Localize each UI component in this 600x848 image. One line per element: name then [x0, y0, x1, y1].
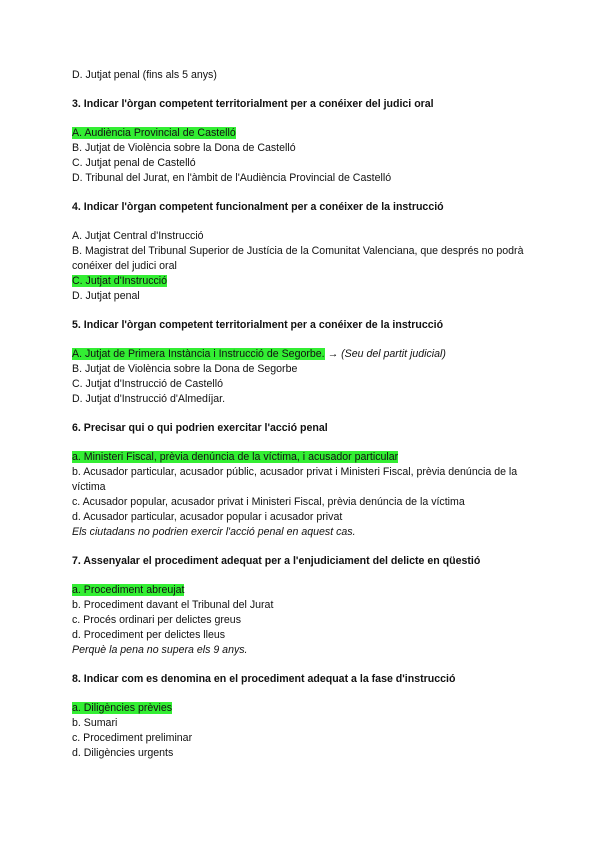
correct-answer-option: C. Jutjat d'Instrucció: [72, 275, 168, 287]
correct-answer-option: a. Ministeri Fiscal, prèvia denúncia de la víctima, i acusador particular: [72, 451, 399, 463]
question-title: 4. Indicar l'òrgan competent funcionalment per a conéixer de la instrucció: [72, 201, 444, 213]
option-text: b. Acusador particular, acusador públic, acusador privat i Ministeri Fiscal, prèvia denúncia de la víctima: [72, 466, 518, 493]
option-text: A. Jutjat Central d'Instrucció: [72, 230, 204, 242]
question-title: 5. Indicar l'òrgan competent territorialment per a conéixer de la instrucció: [72, 319, 444, 331]
correct-answer-option: A. Audiència Provincial de Castelló: [72, 127, 236, 139]
option-text: B. Jutjat de Violència sobre la Dona de Castelló: [72, 142, 296, 154]
option-text: C. Jutjat penal de Castelló: [72, 157, 196, 169]
option-text: D. Jutjat penal (fins als 5 anys): [72, 69, 217, 81]
option-text: c. Procés ordinari per delictes greus: [72, 614, 241, 626]
option-text: b. Sumari: [72, 717, 118, 729]
correct-answer-option: A. Jutjat de Primera Instància i Instrucció de Segorbe.: [72, 348, 325, 360]
arrow-icon: →: [327, 348, 339, 360]
question-title: 8. Indicar com es denomina en el procediment adequat a la fase d'instrucció: [72, 673, 456, 685]
question-title: 7. Assenyalar el procediment adequat per a l'enjudiciament del delicte en qüestió: [72, 555, 481, 567]
option-text: d. Procediment per delictes lleus: [72, 629, 226, 641]
correct-answer-option: a. Diligències prèvies: [72, 702, 173, 714]
option-text: D. Jutjat penal: [72, 290, 140, 302]
option-text: d. Acusador particular, acusador popular i acusador privat: [72, 511, 343, 523]
option-text: D. Jutjat d'Instrucció d'Almedíjar.: [72, 393, 226, 405]
answer-note: (Seu del partit judicial): [341, 348, 446, 360]
question-title: 6. Precisar qui o qui podrien exercitar l'acció penal: [72, 422, 328, 434]
option-text: C. Jutjat d'Instrucció de Castelló: [72, 378, 223, 390]
option-text: B. Jutjat de Violència sobre la Dona de Segorbe: [72, 363, 298, 375]
question-title: 3. Indicar l'òrgan competent territorialment per a conéixer del judici oral: [72, 98, 434, 110]
option-text: d. Diligències urgents: [72, 747, 174, 759]
option-text: c. Procediment preliminar: [72, 732, 193, 744]
answer-note: Perquè la pena no supera els 9 anys.: [72, 644, 248, 656]
answer-note: Els ciutadans no podrien exercir l'acció penal en aquest cas.: [72, 526, 356, 538]
document-page: [72, 68, 542, 761]
option-text: D. Tribunal del Jurat, en l'àmbit de l'Audiència Provincial de Castelló: [72, 172, 392, 184]
option-text: b. Procediment davant el Tribunal del Jurat: [72, 599, 274, 611]
correct-answer-option: a. Procediment abreujat: [72, 584, 185, 596]
option-text: c. Acusador popular, acusador privat i Ministeri Fiscal, prèvia denúncia de la víctima: [72, 496, 465, 508]
option-text: B. Magistrat del Tribunal Superior de Justícia de la Comunitat Valenciana, que després no podrà conéixer del judici oral: [72, 245, 524, 272]
